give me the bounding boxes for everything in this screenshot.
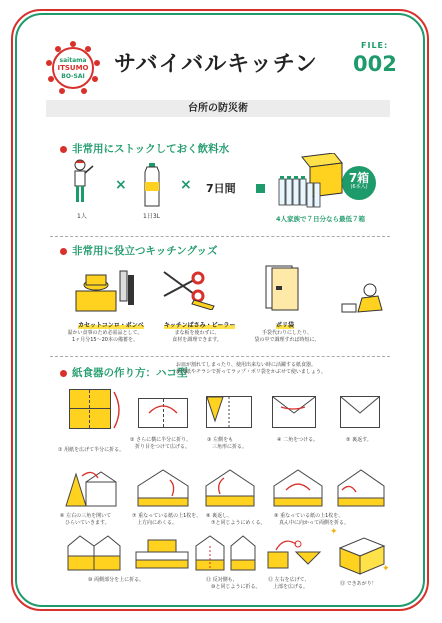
- days-label: 7日間: [206, 182, 236, 195]
- fold-step-4-text: ④ 二角をつける。: [277, 437, 319, 443]
- fold-step-8-diagram: [204, 468, 256, 508]
- section-heading-goods: 非常用に役立つキッチングッズ: [60, 243, 218, 258]
- sparkle-icon: ✦: [330, 527, 338, 537]
- multiply-1: ×: [115, 177, 127, 193]
- section-heading-paper-plate: 紙食器の作り方：ハコ型: [60, 365, 188, 380]
- fold-arrow-1: [112, 390, 124, 430]
- finished-box-diagram: [334, 530, 388, 576]
- water-bottle-icon: [141, 162, 163, 208]
- file-number: 002: [353, 52, 397, 76]
- logo-line-2: ITSUMO: [57, 64, 89, 72]
- section-heading-water: 非常用にストックしておく飲料水: [60, 141, 229, 156]
- person-label: 1人: [77, 213, 87, 220]
- stove-label: カセットコンロ・ボンベ: [78, 322, 144, 329]
- divider-1: [50, 236, 390, 237]
- stove-desc: 温かい食事のため必需品として。 1ヶ月分15〜20本の備蓄を。: [67, 330, 143, 343]
- fold-step-3-text: ③ 左側をも 三角形に折る。: [207, 437, 248, 450]
- fold-step-9-text: ⑨ 重なっている紙の上1枚を、 真ん中に向かって両側を折る。: [274, 513, 350, 526]
- cooking-person-icon: [338, 282, 386, 316]
- equals-marker: [256, 184, 265, 193]
- fold-step-8-text: ⑧ 裏返し、 ⑦と同じようにめくる。: [206, 513, 266, 526]
- scissors-desc: まな板を使わずに、 食材を調理できます。: [172, 330, 222, 343]
- plastic-bag-icon: [262, 264, 304, 312]
- water-boxes-icon: [276, 153, 344, 211]
- fold-step-6-text: ⑥ 左右の三角を開いて ひらいていきます。: [60, 513, 112, 526]
- fold-step-1-text: ① 用紙を広げて半分に折る。: [58, 447, 125, 453]
- file-label: FILE:: [361, 41, 389, 50]
- fold-step-1-diagram: [69, 389, 111, 429]
- fold-step-13-text: ⑬ できあがり！: [340, 581, 377, 587]
- logo-line-1: saitama: [59, 57, 87, 64]
- fold-step-9b-diagram: [336, 468, 386, 508]
- fold-step-11c-diagram: [229, 534, 259, 572]
- bag-desc: 手袋代わりにしたり、 袋の中で調理すれば時短に。: [254, 330, 320, 343]
- fold-step-5-diagram: [340, 396, 380, 428]
- fold-step-10-diagram: [66, 532, 122, 572]
- page-title: サバイバルキッチン: [114, 52, 318, 77]
- family-note: 4人家族で７日分なら最低７箱: [276, 215, 366, 223]
- fold-step-3-diagram: [206, 396, 252, 428]
- kitchen-scissors-icon: [160, 266, 218, 310]
- fold-step-2-diagram: [138, 398, 188, 428]
- fold-step-10-text: ⑩ 両側部分を上に折る。: [88, 577, 145, 583]
- fold-step-4-diagram: [272, 396, 316, 428]
- paper-plate-intro: お皿が割れてしまったり、使用出来ない時に活躍する紙食器。 新聞紙やチラシで折ってラップ・ポリ袋をかぶせて使いましょう。: [176, 362, 326, 375]
- fold-step-6-diagram: [64, 468, 120, 508]
- fold-step-12-diagram: [266, 532, 322, 574]
- sparkle-icon: ✦: [382, 564, 390, 574]
- person-icon: [66, 158, 96, 206]
- fold-step-9a-diagram: [272, 468, 324, 508]
- fold-step-2-text: ② さらに横に半分に折り、 折り目をつけて広げる。: [130, 437, 192, 450]
- box-count-badge: [342, 166, 376, 200]
- box-count: 7箱: [348, 171, 370, 185]
- saitama-bosai-logo: [44, 39, 102, 97]
- box-unit: (6本入): [350, 184, 368, 190]
- gas-stove-icon: [74, 265, 136, 315]
- divider-2: [50, 356, 390, 357]
- topic-heading: 台所の防災術: [188, 103, 248, 114]
- logo-line-3: BO-SAI: [61, 73, 85, 80]
- fold-step-5-text: ⑤ 裏返す。: [346, 437, 372, 443]
- fold-step-7-diagram: [136, 468, 190, 508]
- bottle-label: 1日3L: [143, 213, 160, 220]
- scissors-label: キッチンばさみ・ピーラー: [164, 322, 236, 329]
- multiply-2: ×: [180, 177, 192, 193]
- fold-step-7-text: ⑦ 重なっている紙の上1枚を、 上方向にめくる。: [132, 513, 202, 526]
- fold-step-11b-diagram: [194, 534, 228, 572]
- fold-step-11a-diagram: [134, 534, 190, 572]
- bag-label: ポリ袋: [276, 322, 295, 329]
- fold-step-12-text: ⑫ 左右を広げて、 上部を広げる。: [268, 577, 310, 590]
- fold-step-11-text: ⑪ 反対側も、 ⑩と同じように折る。: [206, 577, 261, 590]
